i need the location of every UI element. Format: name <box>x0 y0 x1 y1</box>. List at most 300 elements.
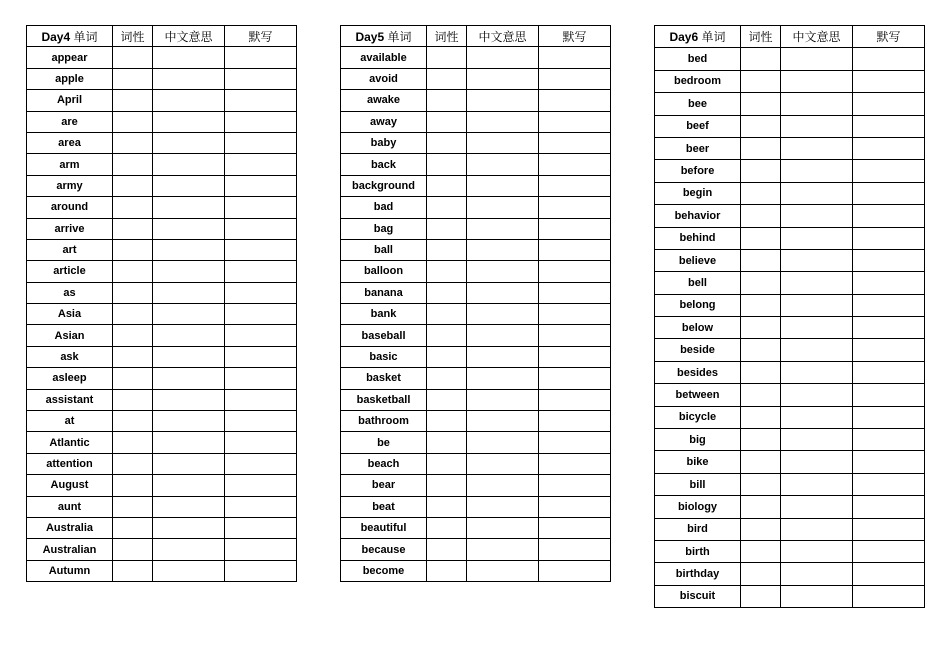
vocab-word: bee <box>655 93 741 115</box>
header-row <box>655 26 925 48</box>
pos-cell[interactable] <box>741 451 781 473</box>
dictation-cell[interactable] <box>225 132 297 153</box>
dictation-cell[interactable] <box>539 325 611 346</box>
vocab-word: birth <box>655 540 741 562</box>
dictation-cell[interactable] <box>853 137 925 159</box>
dictation-cell[interactable] <box>225 539 297 560</box>
vocab-word: assistant <box>27 389 113 410</box>
word-row <box>655 205 925 227</box>
dictation-cell[interactable] <box>225 432 297 453</box>
dictation-column-header: 默写 <box>853 26 925 48</box>
meaning-cell[interactable] <box>781 406 853 428</box>
pos-cell[interactable] <box>741 272 781 294</box>
pos-cell[interactable] <box>427 368 467 389</box>
dictation-cell[interactable] <box>225 517 297 538</box>
pos-cell[interactable] <box>741 339 781 361</box>
meaning-cell[interactable] <box>153 411 225 432</box>
meaning-cell[interactable] <box>467 325 539 346</box>
pos-cell[interactable] <box>113 197 153 218</box>
dictation-cell[interactable] <box>539 411 611 432</box>
pos-cell[interactable] <box>427 475 467 496</box>
meaning-cell[interactable] <box>153 111 225 132</box>
word-row <box>655 317 925 339</box>
meaning-cell[interactable] <box>781 160 853 182</box>
word-row <box>341 368 611 389</box>
meaning-cell[interactable] <box>153 368 225 389</box>
dictation-cell[interactable] <box>225 368 297 389</box>
vocab-word: beat <box>341 496 427 517</box>
vocab-word: bed <box>655 48 741 70</box>
meaning-cell[interactable] <box>467 389 539 410</box>
meaning-cell[interactable] <box>781 496 853 518</box>
dictation-cell[interactable] <box>225 261 297 282</box>
dictation-cell[interactable] <box>853 227 925 249</box>
dictation-cell[interactable] <box>853 317 925 339</box>
pos-cell[interactable] <box>741 496 781 518</box>
vocab-word: basket <box>341 368 427 389</box>
word-row <box>27 282 297 303</box>
word-row <box>655 70 925 92</box>
meaning-cell[interactable] <box>153 154 225 175</box>
vocab-word: belong <box>655 294 741 316</box>
dictation-cell[interactable] <box>539 453 611 474</box>
vocab-word: attention <box>27 453 113 474</box>
dictation-cell[interactable] <box>225 282 297 303</box>
meaning-cell[interactable] <box>467 239 539 260</box>
dictation-cell[interactable] <box>853 272 925 294</box>
meaning-cell[interactable] <box>781 182 853 204</box>
vocab-word: below <box>655 317 741 339</box>
vocab-word: appear <box>27 47 113 68</box>
meaning-cell[interactable] <box>781 451 853 473</box>
word-row <box>27 261 297 282</box>
pos-cell[interactable] <box>741 317 781 339</box>
dictation-cell[interactable] <box>539 47 611 68</box>
pos-cell[interactable] <box>741 182 781 204</box>
pos-cell[interactable] <box>427 517 467 538</box>
vocab-word: birthday <box>655 563 741 585</box>
pos-cell[interactable] <box>113 453 153 474</box>
vocab-word: biscuit <box>655 585 741 607</box>
dictation-cell[interactable] <box>225 239 297 260</box>
dictation-cell[interactable] <box>225 218 297 239</box>
pos-cell[interactable] <box>427 261 467 282</box>
pos-cell[interactable] <box>113 47 153 68</box>
pos-cell[interactable] <box>113 261 153 282</box>
dictation-cell[interactable] <box>539 539 611 560</box>
pos-cell[interactable] <box>427 218 467 239</box>
dictation-cell[interactable] <box>853 540 925 562</box>
dictation-cell[interactable] <box>853 93 925 115</box>
pos-cell[interactable] <box>741 473 781 495</box>
meaning-cell[interactable] <box>153 239 225 260</box>
dictation-cell[interactable] <box>225 47 297 68</box>
dictation-cell[interactable] <box>539 261 611 282</box>
word-rows <box>27 47 297 582</box>
vocab-word: bike <box>655 451 741 473</box>
vocab-word: ask <box>27 346 113 367</box>
word-row <box>655 361 925 383</box>
meaning-cell[interactable] <box>467 475 539 496</box>
word-row <box>27 111 297 132</box>
pos-cell[interactable] <box>427 560 467 581</box>
pos-cell[interactable] <box>427 389 467 410</box>
meaning-cell[interactable] <box>153 304 225 325</box>
pos-cell[interactable] <box>113 68 153 89</box>
dictation-cell[interactable] <box>539 517 611 538</box>
vocab-word: before <box>655 160 741 182</box>
meaning-cell[interactable] <box>153 282 225 303</box>
pos-cell[interactable] <box>113 517 153 538</box>
meaning-cell[interactable] <box>781 429 853 451</box>
dictation-cell[interactable] <box>225 453 297 474</box>
dictation-cell[interactable] <box>539 111 611 132</box>
pos-cell[interactable] <box>427 154 467 175</box>
pos-cell[interactable] <box>741 563 781 585</box>
pos-cell[interactable] <box>427 282 467 303</box>
meaning-cell[interactable] <box>781 518 853 540</box>
pos-cell[interactable] <box>741 294 781 316</box>
vocab-word: as <box>27 282 113 303</box>
meaning-cell[interactable] <box>781 137 853 159</box>
pos-cell[interactable] <box>427 132 467 153</box>
word-row <box>27 432 297 453</box>
vocab-word: art <box>27 239 113 260</box>
vocab-word: avoid <box>341 68 427 89</box>
dictation-cell[interactable] <box>225 304 297 325</box>
dictation-cell[interactable] <box>539 304 611 325</box>
word-row <box>655 137 925 159</box>
pos-cell[interactable] <box>113 346 153 367</box>
meaning-cell[interactable] <box>467 432 539 453</box>
pos-cell[interactable] <box>741 48 781 70</box>
dictation-cell[interactable] <box>539 282 611 303</box>
dictation-cell[interactable] <box>539 132 611 153</box>
dictation-cell[interactable] <box>539 90 611 111</box>
meaning-cell[interactable] <box>781 473 853 495</box>
pos-cell[interactable] <box>113 539 153 560</box>
meaning-cell[interactable] <box>153 47 225 68</box>
word-row <box>341 560 611 581</box>
dictation-cell[interactable] <box>539 368 611 389</box>
vocab-table-day4 <box>26 25 297 582</box>
word-row <box>655 249 925 271</box>
dictation-cell[interactable] <box>225 346 297 367</box>
word-row <box>27 218 297 239</box>
dictation-cell[interactable] <box>539 218 611 239</box>
meaning-cell[interactable] <box>781 361 853 383</box>
pos-cell[interactable] <box>427 111 467 132</box>
meaning-cell[interactable] <box>467 539 539 560</box>
vocab-word: balloon <box>341 261 427 282</box>
pos-column-header: 词性 <box>113 26 153 47</box>
meaning-cell[interactable] <box>781 93 853 115</box>
meaning-cell[interactable] <box>467 90 539 111</box>
pos-cell[interactable] <box>741 93 781 115</box>
word-row <box>655 294 925 316</box>
pos-cell[interactable] <box>741 384 781 406</box>
pos-cell[interactable] <box>741 249 781 271</box>
meaning-cell[interactable] <box>781 317 853 339</box>
vocab-word: behavior <box>655 205 741 227</box>
meaning-cell[interactable] <box>781 384 853 406</box>
pos-cell[interactable] <box>427 197 467 218</box>
meaning-cell[interactable] <box>153 346 225 367</box>
dictation-cell[interactable] <box>225 175 297 196</box>
pos-cell[interactable] <box>113 432 153 453</box>
meaning-cell[interactable] <box>467 496 539 517</box>
meaning-cell[interactable] <box>781 227 853 249</box>
pos-cell[interactable] <box>113 132 153 153</box>
word-row <box>341 346 611 367</box>
dictation-cell[interactable] <box>539 197 611 218</box>
pos-cell[interactable] <box>741 160 781 182</box>
word-row <box>27 68 297 89</box>
word-row <box>27 197 297 218</box>
word-row <box>341 261 611 282</box>
word-row <box>27 475 297 496</box>
dictation-cell[interactable] <box>225 411 297 432</box>
pos-cell[interactable] <box>427 90 467 111</box>
vocab-word: Atlantic <box>27 432 113 453</box>
pos-cell[interactable] <box>741 361 781 383</box>
dictation-cell[interactable] <box>539 175 611 196</box>
pos-cell[interactable] <box>113 218 153 239</box>
meaning-cell[interactable] <box>153 132 225 153</box>
pos-cell[interactable] <box>113 304 153 325</box>
meaning-cell[interactable] <box>467 132 539 153</box>
meaning-cell[interactable] <box>781 585 853 607</box>
meaning-cell[interactable] <box>781 272 853 294</box>
dictation-cell[interactable] <box>853 585 925 607</box>
word-row <box>341 304 611 325</box>
dictation-cell[interactable] <box>539 560 611 581</box>
meaning-cell[interactable] <box>153 197 225 218</box>
pos-cell[interactable] <box>741 518 781 540</box>
dictation-cell[interactable] <box>853 496 925 518</box>
dictation-cell[interactable] <box>853 249 925 271</box>
word-row <box>341 517 611 538</box>
word-rows <box>341 47 611 582</box>
dictation-cell[interactable] <box>853 384 925 406</box>
dictation-cell[interactable] <box>853 115 925 137</box>
pos-cell[interactable] <box>427 304 467 325</box>
word-row <box>27 47 297 68</box>
meaning-cell[interactable] <box>781 294 853 316</box>
word-row <box>655 339 925 361</box>
meaning-cell[interactable] <box>467 453 539 474</box>
word-row <box>655 272 925 294</box>
pos-cell[interactable] <box>113 111 153 132</box>
dictation-cell[interactable] <box>853 518 925 540</box>
vocab-word: beside <box>655 339 741 361</box>
dictation-cell[interactable] <box>539 239 611 260</box>
meaning-cell[interactable] <box>781 70 853 92</box>
vocab-word: beef <box>655 115 741 137</box>
dictation-cell[interactable] <box>225 325 297 346</box>
pos-cell[interactable] <box>741 227 781 249</box>
pos-cell[interactable] <box>427 496 467 517</box>
pos-cell[interactable] <box>741 406 781 428</box>
pos-cell[interactable] <box>427 411 467 432</box>
vocab-word: become <box>341 560 427 581</box>
meaning-cell[interactable] <box>781 205 853 227</box>
pos-cell[interactable] <box>113 475 153 496</box>
word-row <box>27 304 297 325</box>
dictation-cell[interactable] <box>853 563 925 585</box>
dictation-cell[interactable] <box>853 70 925 92</box>
meaning-cell[interactable] <box>467 154 539 175</box>
pos-cell[interactable] <box>427 47 467 68</box>
meaning-cell[interactable] <box>467 218 539 239</box>
dictation-cell[interactable] <box>539 154 611 175</box>
word-row <box>27 560 297 581</box>
pos-cell[interactable] <box>427 432 467 453</box>
word-row <box>655 160 925 182</box>
dictation-cell[interactable] <box>853 361 925 383</box>
meaning-cell[interactable] <box>467 111 539 132</box>
meaning-cell[interactable] <box>467 197 539 218</box>
word-row <box>655 227 925 249</box>
meaning-cell[interactable] <box>467 282 539 303</box>
dictation-cell[interactable] <box>225 389 297 410</box>
dictation-cell[interactable] <box>853 48 925 70</box>
meaning-cell[interactable] <box>781 48 853 70</box>
meaning-cell[interactable] <box>781 540 853 562</box>
meaning-cell[interactable] <box>153 68 225 89</box>
meaning-cell[interactable] <box>781 339 853 361</box>
dictation-cell[interactable] <box>853 429 925 451</box>
dictation-cell[interactable] <box>225 475 297 496</box>
meaning-cell[interactable] <box>781 249 853 271</box>
header-row <box>341 26 611 47</box>
word-row <box>27 496 297 517</box>
meaning-cell[interactable] <box>467 560 539 581</box>
pos-cell[interactable] <box>113 282 153 303</box>
meaning-cell[interactable] <box>467 47 539 68</box>
word-row <box>27 411 297 432</box>
pos-cell[interactable] <box>427 239 467 260</box>
meaning-cell[interactable] <box>781 115 853 137</box>
word-row <box>341 475 611 496</box>
dictation-cell[interactable] <box>225 111 297 132</box>
pos-cell[interactable] <box>741 429 781 451</box>
dictation-cell[interactable] <box>853 339 925 361</box>
meaning-cell[interactable] <box>153 475 225 496</box>
dictation-cell[interactable] <box>539 346 611 367</box>
dictation-cell[interactable] <box>853 473 925 495</box>
pos-cell[interactable] <box>741 585 781 607</box>
dictation-cell[interactable] <box>225 90 297 111</box>
vocab-word: because <box>341 539 427 560</box>
pos-cell[interactable] <box>427 175 467 196</box>
pos-cell[interactable] <box>427 68 467 89</box>
word-row <box>341 453 611 474</box>
dictation-cell[interactable] <box>225 197 297 218</box>
meaning-cell[interactable] <box>467 411 539 432</box>
meaning-cell[interactable] <box>467 68 539 89</box>
dictation-cell[interactable] <box>225 496 297 517</box>
pos-cell[interactable] <box>113 389 153 410</box>
pos-cell[interactable] <box>113 560 153 581</box>
word-row <box>27 389 297 410</box>
pos-cell[interactable] <box>113 239 153 260</box>
vocab-word: behind <box>655 227 741 249</box>
meaning-cell[interactable] <box>153 218 225 239</box>
pos-cell[interactable] <box>741 540 781 562</box>
dictation-cell[interactable] <box>853 205 925 227</box>
dictation-cell[interactable] <box>539 432 611 453</box>
dictation-cell[interactable] <box>539 496 611 517</box>
pos-cell[interactable] <box>113 411 153 432</box>
vocab-word: bedroom <box>655 70 741 92</box>
meaning-cell[interactable] <box>153 90 225 111</box>
pos-cell[interactable] <box>741 137 781 159</box>
meaning-cell[interactable] <box>467 346 539 367</box>
word-row <box>27 368 297 389</box>
dictation-cell[interactable] <box>853 451 925 473</box>
pos-cell[interactable] <box>113 368 153 389</box>
meaning-cell[interactable] <box>153 261 225 282</box>
meaning-cell[interactable] <box>467 261 539 282</box>
meaning-cell[interactable] <box>153 175 225 196</box>
pos-cell[interactable] <box>113 175 153 196</box>
dictation-cell[interactable] <box>225 154 297 175</box>
meaning-column-header: 中文意思 <box>467 26 539 47</box>
meaning-cell[interactable] <box>153 453 225 474</box>
word-row <box>655 182 925 204</box>
dictation-cell[interactable] <box>853 182 925 204</box>
dictation-cell[interactable] <box>853 160 925 182</box>
dictation-cell[interactable] <box>225 68 297 89</box>
meaning-cell[interactable] <box>153 539 225 560</box>
pos-cell[interactable] <box>113 325 153 346</box>
meaning-cell[interactable] <box>153 517 225 538</box>
meaning-cell[interactable] <box>467 304 539 325</box>
dictation-cell[interactable] <box>539 389 611 410</box>
meaning-cell[interactable] <box>153 389 225 410</box>
vocab-word: bank <box>341 304 427 325</box>
pos-cell[interactable] <box>741 115 781 137</box>
pos-cell[interactable] <box>741 70 781 92</box>
vocab-word: Autumn <box>27 560 113 581</box>
pos-cell[interactable] <box>113 496 153 517</box>
pos-cell[interactable] <box>427 325 467 346</box>
pos-cell[interactable] <box>113 154 153 175</box>
meaning-cell[interactable] <box>467 368 539 389</box>
word-row <box>341 90 611 111</box>
pos-cell[interactable] <box>113 90 153 111</box>
pos-cell[interactable] <box>741 205 781 227</box>
word-row <box>341 154 611 175</box>
meaning-cell[interactable] <box>467 517 539 538</box>
meaning-cell[interactable] <box>153 432 225 453</box>
dictation-cell[interactable] <box>539 475 611 496</box>
dictation-cell[interactable] <box>853 294 925 316</box>
meaning-cell[interactable] <box>781 563 853 585</box>
meaning-cell[interactable] <box>467 175 539 196</box>
dictation-cell[interactable] <box>853 406 925 428</box>
dictation-cell[interactable] <box>225 560 297 581</box>
meaning-cell[interactable] <box>153 560 225 581</box>
dictation-cell[interactable] <box>539 68 611 89</box>
pos-cell[interactable] <box>427 539 467 560</box>
pos-cell[interactable] <box>427 346 467 367</box>
vocab-word: article <box>27 261 113 282</box>
meaning-cell[interactable] <box>153 496 225 517</box>
pos-cell[interactable] <box>427 453 467 474</box>
meaning-cell[interactable] <box>153 325 225 346</box>
